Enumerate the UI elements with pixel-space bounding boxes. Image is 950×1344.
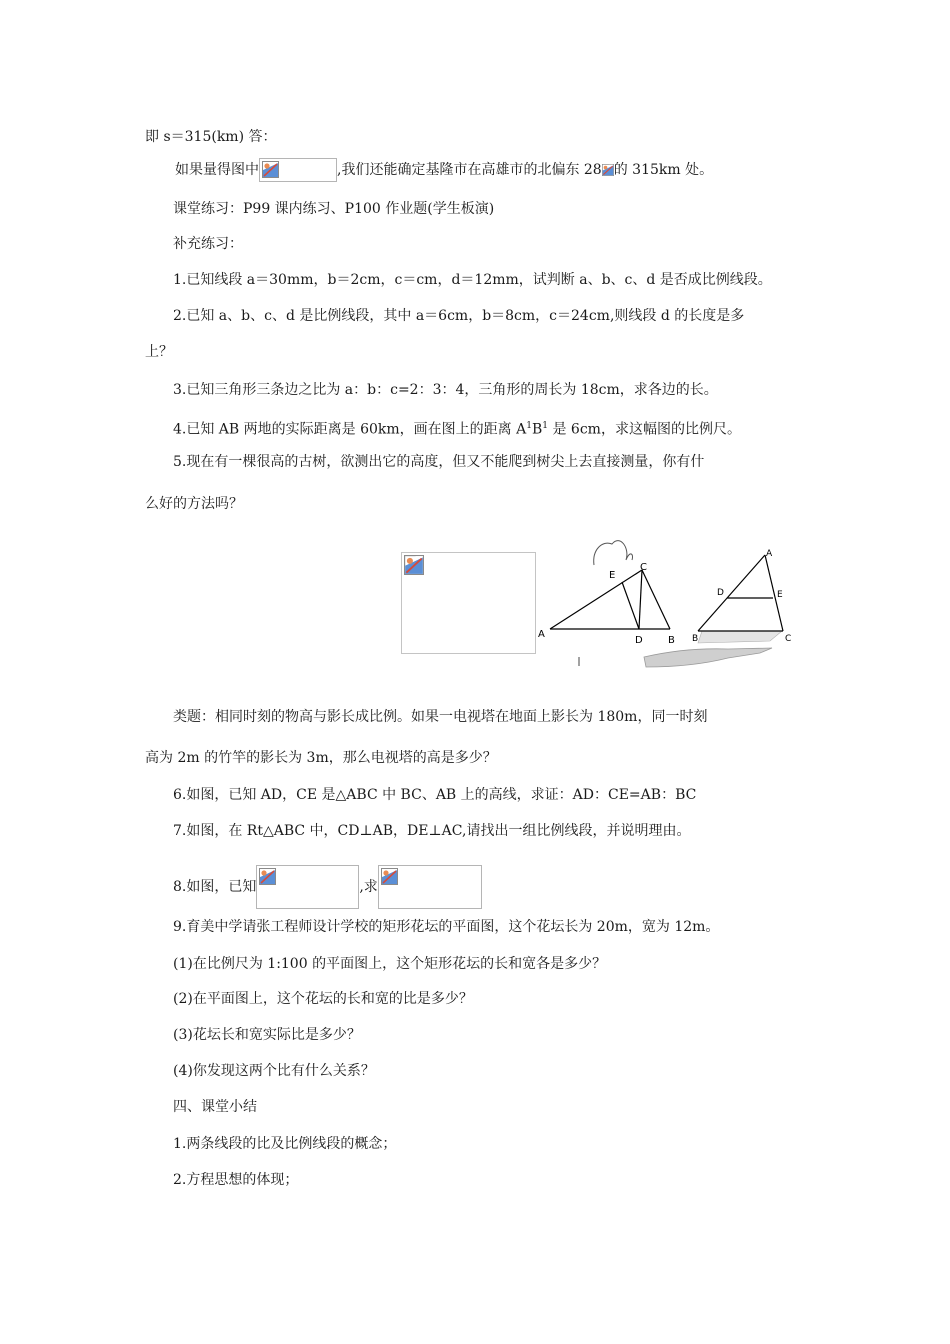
text-line: (1)在比例尺为 1:100 的平面图上，这个矩形花坛的长和宽各是多少？ (173, 956, 607, 972)
image-placeholder (256, 865, 359, 909)
text-line (173, 865, 482, 909)
section-heading: 四、课堂小结 (173, 1099, 257, 1115)
text-line: 3.已知三角形三条边之比为 a：b：c=2：3：4，三角形的周长为 18cm，求各边的长。 (173, 382, 718, 398)
text-line: 么好的方法吗？ (145, 496, 243, 512)
image-placeholder (378, 865, 482, 909)
text-line: 即 s＝315(km) 答： (145, 129, 277, 145)
broken-image-icon (381, 868, 398, 885)
text-line: (3)花坛长和宽实际比是多少？ (173, 1027, 361, 1043)
text-line: (4)你发现这两个比有什么关系？ (173, 1063, 375, 1079)
broken-image-icon (602, 163, 614, 177)
label-e: E (609, 570, 616, 581)
text-line: (2)在平面图上，这个花坛的长和宽的比是多少？ (173, 991, 473, 1007)
text-segment: ,我们还能确定基隆市在高雄市的北偏东 28 (337, 162, 602, 178)
ground-shading (698, 631, 782, 643)
label-d: D (635, 635, 643, 646)
label-a: A (766, 549, 773, 559)
label-a: A (538, 629, 545, 640)
text-line: 上？ (145, 344, 173, 360)
broken-image-icon (262, 161, 279, 178)
image-placeholder (259, 158, 337, 182)
text-line: 9.育美中学请张工程师设计学校的矩形花坛的平面图，这个花坛长为 20m，宽为 12m。 (173, 919, 720, 935)
text-line: 类题：相同时刻的物高与影长成比例。如果一电视塔在地面上影长为 180m，同一时刻 (173, 709, 708, 725)
text-segment: ,求 (359, 879, 378, 895)
text-line: 5.现在有一棵很高的古树，欲测出它的高度，但又不能爬到树尖上去直接测量，你有什 (173, 454, 705, 470)
figure-triangle-parallel (640, 545, 810, 675)
label-c: C (785, 634, 792, 644)
text-line: 2.方程思想的体现； (173, 1172, 299, 1188)
ground-shadow (644, 648, 772, 667)
superscript: 1 (542, 421, 549, 431)
text-line: 补充练习： (173, 236, 243, 252)
text-segment: B (531, 421, 543, 438)
text-line: 高为 2m 的竹竿的影长为 3m，那么电视塔的高是多少？ (145, 750, 497, 766)
text-segment: 如果量得图中 (175, 162, 259, 178)
text-line (175, 158, 713, 182)
label-b: B (668, 635, 675, 646)
label-c: C (640, 562, 647, 573)
text-segment: 的 315km 处。 (613, 162, 714, 178)
text-line: 7.如图，在 Rt△ABC 中，CD⊥AB，DE⊥AC,请找出一组比例线段，并说明理由。 (173, 823, 691, 839)
text-line: 课堂练习：P99 课内练习、P100 作业题(学生板演) (173, 201, 495, 217)
text-segment: 4.已知 AB 两地的实际距离是 60km，画在图上的距离 A (173, 421, 527, 438)
label-d: D (717, 588, 724, 598)
text-line (173, 416, 741, 440)
text-segment: 8.如图，已知 (173, 879, 257, 895)
segment-de (622, 582, 639, 629)
broken-image-icon (404, 555, 424, 575)
label-b: B (692, 634, 699, 644)
text-line: 2.已知 a、b、c、d 是比例线段，其中 a＝6cm，b＝8cm，c＝24cm,则线段 d 的长度是多 (173, 308, 745, 324)
side-ab (698, 555, 765, 631)
superscript: 1 (526, 421, 532, 431)
text-line: 1.已知线段 a＝30mm，b＝2cm，c＝cm，d＝12mm，试判断 a、b、c、d 是否成比例线段。 (173, 272, 772, 288)
tree-sketch (594, 541, 633, 565)
text-line: 6.如图，已知 AD，CE 是△ABC 中 BC、AB 上的高线，求证：AD：CE=AB：BC (173, 787, 697, 803)
text-segment: 是 6cm，求这幅图的比例尺。 (548, 421, 741, 438)
text-line: 1.两条线段的比及比例线段的概念； (173, 1136, 397, 1152)
image-placeholder (401, 552, 536, 654)
broken-image-icon (259, 868, 276, 885)
label-e: E (777, 590, 783, 600)
